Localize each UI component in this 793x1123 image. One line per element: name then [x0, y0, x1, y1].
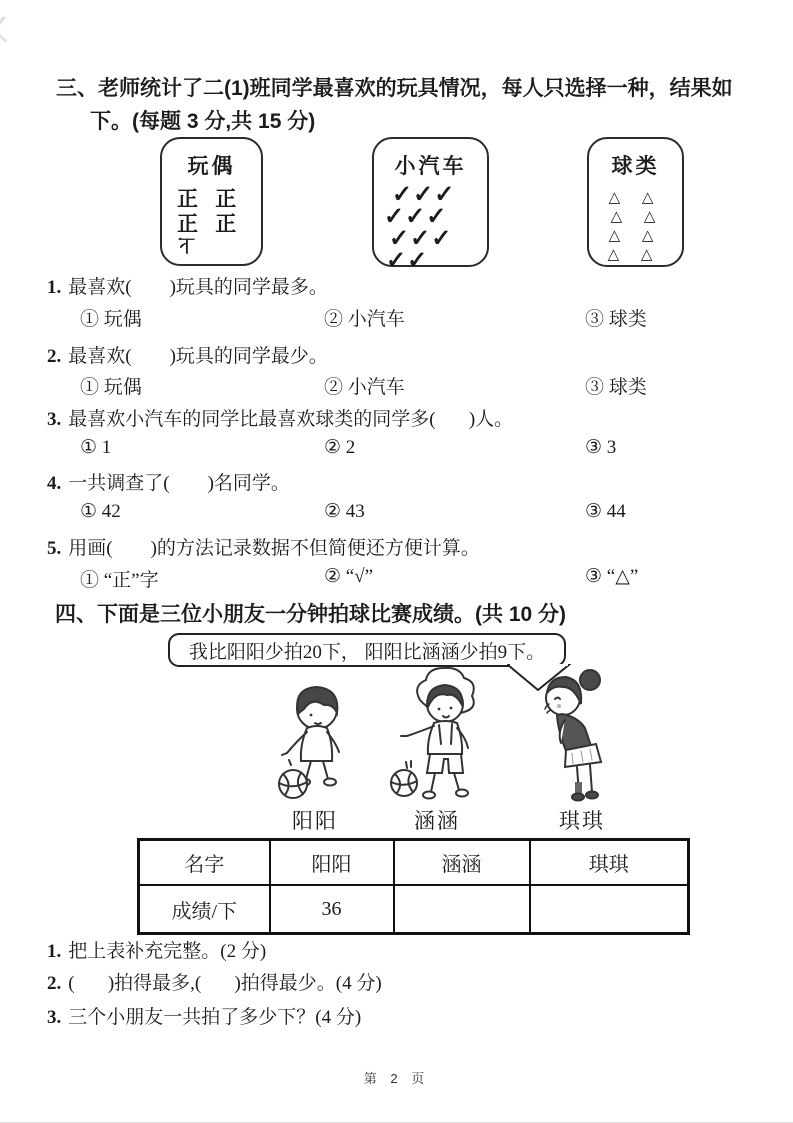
- table-header-hanhan: 涵涵: [394, 840, 530, 886]
- options-s3-1: [80, 304, 760, 331]
- question-s4-2: 2. ( )拍得最多,( )拍得最少。(4 分): [47, 973, 382, 994]
- table-cell-qiqi-score: [530, 885, 689, 934]
- question-s4-1: 1. 把上表补充完整。(2 分): [47, 941, 267, 962]
- question-s3-4: 4. 一共调查了( )名同学。: [47, 473, 290, 494]
- triangle-mark-rows: [589, 189, 682, 265]
- option: ① “正”字: [80, 570, 159, 591]
- tally-box-cars: [372, 137, 489, 274]
- check-mark-rows: [374, 184, 487, 272]
- option: ② “√”: [324, 566, 374, 587]
- section3-heading-line1: 三、老师统计了二(1)班同学最喜欢的玩具情况，每人只选择一种，结果如: [56, 77, 733, 100]
- check-mark-row: ✓✓✓: [392, 182, 456, 208]
- options-s3-2: [80, 372, 760, 399]
- child-name-yangyang: 阳阳: [292, 809, 338, 833]
- table-row: [139, 885, 689, 934]
- question-s3-3: 3. 最喜欢小汽车的同学比最喜欢球类的同学多( )人。: [47, 409, 514, 430]
- tally-box-dolls: [160, 137, 263, 266]
- options-s3-3: [80, 436, 760, 459]
- question-s3-5: 5. 用画( )的方法记录数据不但简便还方便计算。: [47, 538, 480, 559]
- tally-box-balls: [587, 137, 684, 267]
- option: ① 42: [80, 501, 121, 522]
- child-name-hanhan: 涵涵: [414, 809, 460, 833]
- option: ③ 球类: [585, 377, 647, 398]
- option: ① 玩偶: [80, 377, 142, 398]
- score-table: [137, 838, 690, 935]
- tally-box-dolls-label: 玩偶: [187, 154, 236, 178]
- option: ① 1: [80, 437, 112, 458]
- table-header-row: [139, 840, 689, 886]
- table-header-qiqi: 琪琪: [530, 840, 689, 886]
- child-name-qiqi: 琪琪: [559, 809, 605, 833]
- table-header-name: 名字: [139, 840, 270, 886]
- zheng-tally-row: 正 正: [177, 187, 243, 211]
- check-mark-row: ✓✓✓: [384, 204, 448, 230]
- scan-artifact: [0, 16, 18, 43]
- triangle-mark-row: △ △: [608, 190, 663, 206]
- section3-heading-line2: 下。(每题 3 分,共 15 分): [90, 110, 316, 133]
- child-hanhan: [391, 668, 474, 799]
- option: ③ “△”: [585, 566, 639, 587]
- triangle-mark-row: △ △: [607, 247, 662, 263]
- option: ③ 3: [585, 437, 617, 458]
- tally-box-balls-label: 球类: [611, 154, 660, 178]
- option: ② 小汽车: [324, 377, 405, 398]
- question-s3-1: 1. 最喜欢( )玩具的同学最多。: [47, 277, 328, 298]
- question-s4-3: 3. 三个小朋友一共拍了多少下？(4 分): [47, 1007, 362, 1028]
- check-mark-row: ✓✓✓: [389, 226, 453, 252]
- child-yangyang: [279, 687, 339, 798]
- option: ② 2: [324, 437, 356, 458]
- option: ③ 球类: [585, 309, 647, 330]
- option: ① 玩偶: [80, 309, 142, 330]
- option: ② 小汽车: [324, 309, 405, 330]
- speech-bubble-text: 我比阳阳少拍20下， 阳阳比涵涵少拍9下。: [188, 641, 546, 663]
- speech-bubble-tail: [500, 664, 578, 694]
- triangle-mark-row: △ △: [608, 228, 663, 244]
- options-s3-5: [80, 565, 760, 592]
- table-cell-yangyang-score: 36: [270, 885, 394, 934]
- table-header-yangyang: 阳阳: [270, 840, 394, 886]
- zheng-tally-partial: 下: [178, 237, 195, 256]
- triangle-mark-row: △ △: [610, 209, 665, 225]
- question-s3-2: 2. 最喜欢( )玩具的同学最少。: [47, 346, 328, 367]
- table-cell-score-label: 成绩/下: [139, 885, 270, 934]
- table-cell-hanhan-score: [394, 885, 530, 934]
- option: ② 43: [324, 501, 365, 522]
- page-number: 第 2 页: [363, 1071, 430, 1086]
- options-s3-4: [80, 500, 760, 523]
- tally-box-cars-label: 小汽车: [394, 154, 467, 178]
- zheng-tally-row: 正 正: [177, 212, 243, 236]
- check-mark-row: ✓✓: [386, 248, 429, 274]
- option: ③ 44: [585, 501, 626, 522]
- speech-bubble: [168, 633, 566, 667]
- section4-heading: 四、下面是三位小朋友一分钟拍球比赛成绩。(共 10 分): [55, 603, 567, 626]
